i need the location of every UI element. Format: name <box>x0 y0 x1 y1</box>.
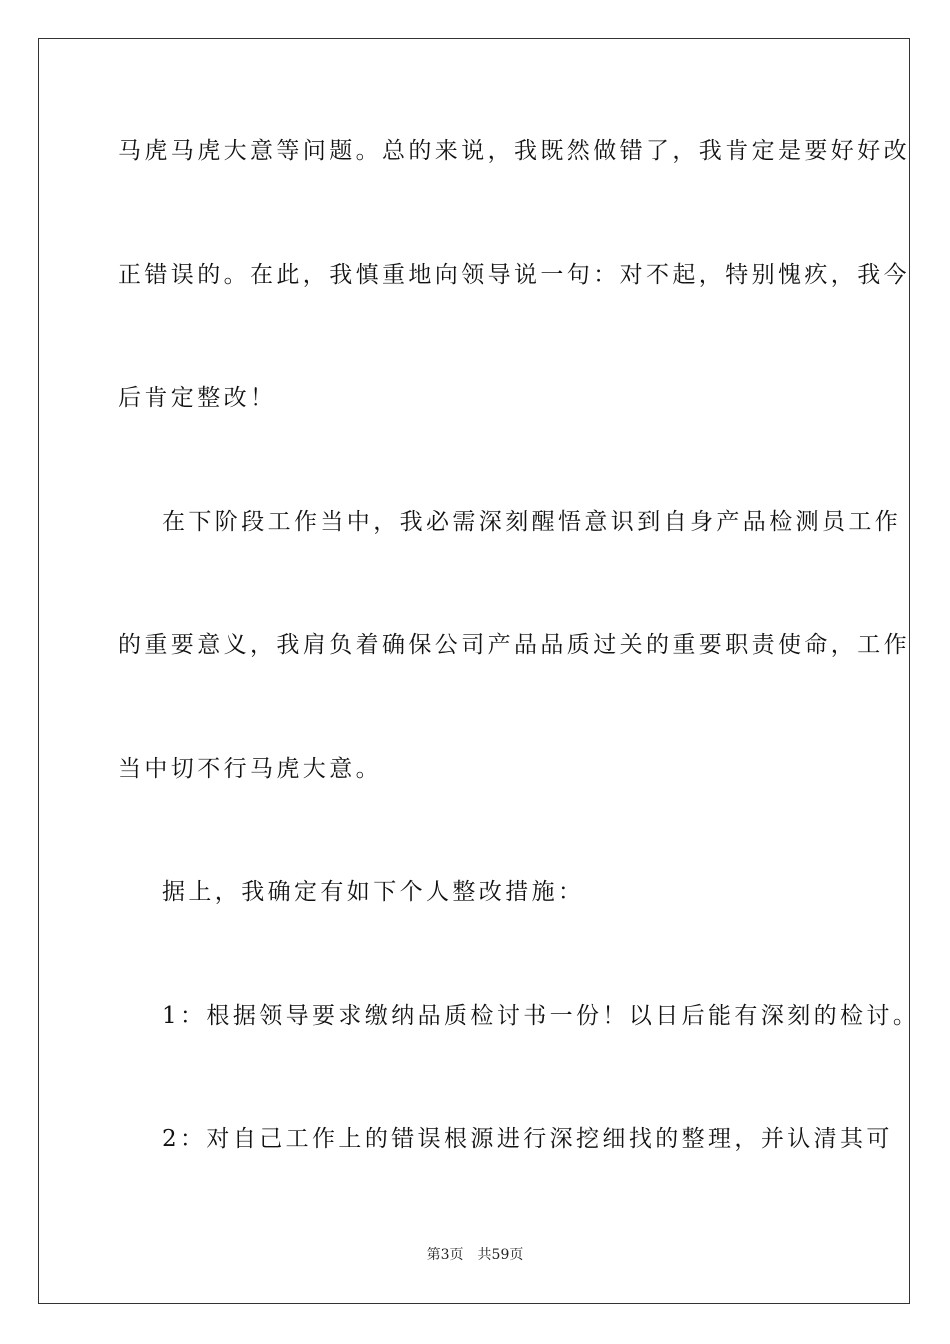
paragraph-line-1: 马虎马虎大意等问题。总的来说，我既然做错了，我肯定是要好好改 <box>118 138 910 164</box>
page-number: 第3页 <box>426 1247 464 1263</box>
paragraph-line-6: 当中切不行马虎大意。 <box>118 756 382 782</box>
total-pages: 共59页 <box>477 1247 524 1263</box>
page-footer <box>0 1246 950 1264</box>
paragraph-line-3: 后肯定整改！ <box>118 385 277 411</box>
paragraph-line-5: 的重要意义，我肩负着确保公司产品品质过关的重要职责使命，工作 <box>118 632 910 658</box>
paragraph-line-2: 正错误的。在此，我慎重地向领导说一句：对不起，特别愧疚，我今 <box>118 262 910 288</box>
paragraph-line-7: 据上，我确定有如下个人整改措施： <box>162 879 585 905</box>
page-border <box>38 38 920 1304</box>
paragraph-line-4: 在下阶段工作当中，我必需深刻醒悟意识到自身产品检测员工作 <box>162 509 902 535</box>
paragraph-line-8: 1：根据领导要求缴纳品质检讨书一份！以日后能有深刻的检讨。 <box>162 1003 920 1029</box>
paragraph-line-9: 2：对自己工作上的错误根源进行深挖细找的整理，并认清其可 <box>162 1126 893 1152</box>
